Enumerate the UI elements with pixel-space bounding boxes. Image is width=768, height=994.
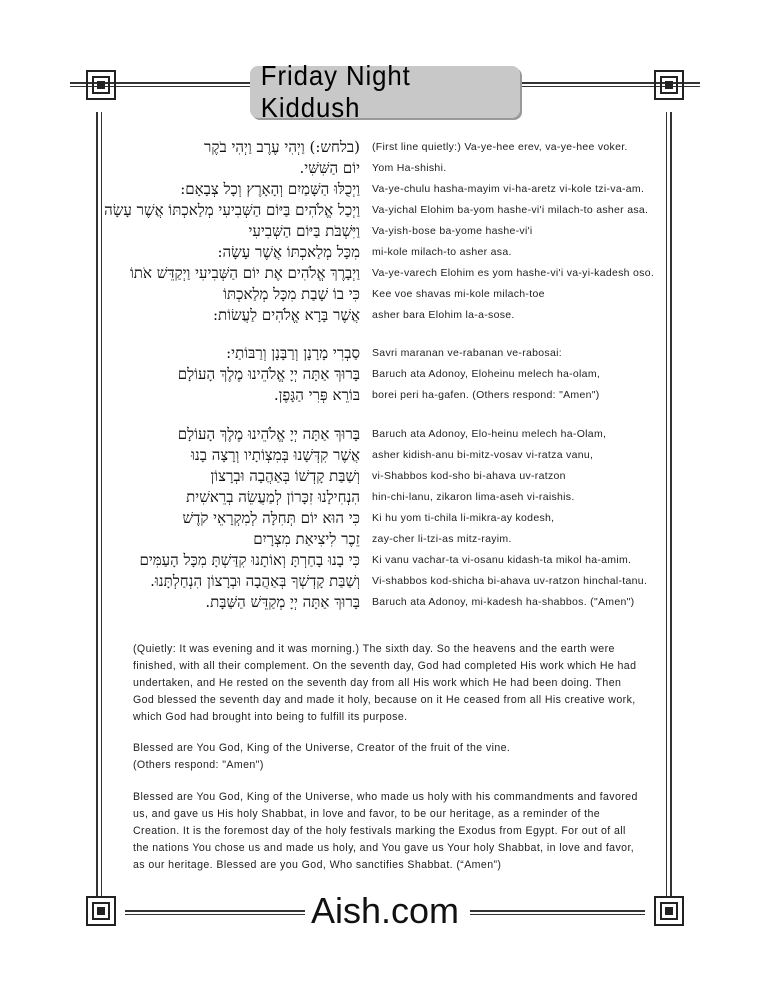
transliteration-line: borei peri ha-gafen. (Others respond: "Amen") bbox=[372, 389, 600, 401]
verse-row bbox=[0, 180, 768, 201]
translation-paragraph: (Others respond: "Amen") bbox=[133, 759, 264, 771]
translation-paragraph: Blessed are You God, King of the Universe, Creator of the fruit of the vine. bbox=[133, 742, 511, 754]
transliteration-line: Yom Ha-shishi. bbox=[372, 162, 447, 174]
transliteration-line: Baruch ata Adonoy, mi-kadesh ha-shabbos. ("Amen") bbox=[372, 596, 635, 608]
hebrew-line: סַבְרִי מָרָנָן וְרַבָּנָן וְרַבּוֹתַי: bbox=[226, 344, 360, 362]
translation-paragraph: Blessed are You God, King of the Universe, who made us holy with his commandments and favored us, and gave us His holy Shabbat, in love and favor, to be our heritage, as a reminder of the Creation. It is the foremost day of the holy festivals marking the Exodus from Egypt. For out of all the nations You chose us and made us holy, and You gave us Your holy Shabbat, in love and favor, as our heritage. Blessed are you God, Who sanctifies Shabbat. (“Amen”) bbox=[133, 791, 638, 871]
transliteration-line: Va-yish-bose ba-yome hashe-vi'i bbox=[372, 225, 533, 237]
verse-row bbox=[0, 425, 768, 446]
hebrew-line: בָּרוּךְ אַתָּה יְיָ אֱלֹהֵינוּ מֶלֶךְ הָעוֹלָם bbox=[177, 365, 360, 383]
frame-bottom-line bbox=[125, 914, 305, 915]
verse-row bbox=[0, 488, 768, 509]
frame-bottom-line bbox=[470, 910, 645, 912]
hebrew-line: וַיִּשְׁבֹּת בַּיּוֹם הַשְּׁבִיעִי bbox=[248, 222, 360, 240]
hebrew-line: בָּרוּךְ אַתָּה יְיָ מְקַדֵּשׁ הַשַּׁבָּת. bbox=[205, 593, 360, 611]
verse-row bbox=[0, 159, 768, 180]
hebrew-line: וְשַׁבַּת קָדְשׁוֹ בְּאַהֲבָה וּבְרָצוֹן bbox=[210, 467, 360, 485]
transliteration-line: asher bara Elohim la-a-sose. bbox=[372, 309, 515, 321]
verse-row bbox=[0, 386, 768, 407]
verse-row bbox=[0, 509, 768, 530]
hebrew-line: הִנְחִילָנוּ זִכָּרוֹן לְמַעֲשֵׂה בְרֵאשִׁית bbox=[186, 488, 360, 506]
verse-row bbox=[0, 467, 768, 488]
verse-row bbox=[0, 201, 768, 222]
corner-ornament bbox=[86, 896, 116, 926]
hebrew-line: וַיְבָרֶךְ אֱלֹהִים אֶת יוֹם הַשְּׁבִיעִי וַיְקַדֵּשׁ אֹתוֹ bbox=[129, 264, 360, 282]
hebrew-line: וַיְכַל אֱלֹהִים בַּיּוֹם הַשְּׁבִיעִי מְלַאכְתּוֹ אֲשֶׁר עָשָׂה bbox=[104, 201, 360, 219]
hebrew-line: אֲשֶׁר בָּרָא אֱלֹהִים לַעֲשׂוֹת: bbox=[213, 306, 360, 324]
verse-row bbox=[0, 285, 768, 306]
hebrew-line: בּוֹרֵא פְּרִי הַגָּפֶן. bbox=[273, 386, 360, 404]
hebrew-line: כִּי בוֹ שָׁבַת מִכָּל מְלַאכְתּוֹ bbox=[223, 285, 360, 303]
transliteration-line: asher kidish-anu bi-mitz-vosav vi-ratza vanu, bbox=[372, 449, 594, 461]
corner-ornament bbox=[654, 70, 684, 100]
verse-row bbox=[0, 344, 768, 365]
corner-ornament bbox=[86, 70, 116, 100]
transliteration-line: Va-ye-chulu hasha-mayim vi-ha-aretz vi-kole tzi-va-am. bbox=[372, 183, 645, 195]
transliteration-line: (First line quietly:) Va-ye-hee erev, va-ye-hee voker. bbox=[372, 141, 628, 153]
verse-row bbox=[0, 138, 768, 159]
verse-row bbox=[0, 365, 768, 386]
transliteration-line: Ki hu yom ti-chila li-mikra-ay kodesh, bbox=[372, 512, 555, 524]
translation-paragraph: (Quietly: It was evening and it was morning.) The sixth day. So the heavens and the earth were finished, with all their complement. On the seventh day, God had completed His work which He had undertaken, and He rested on the seventh day from all His work which He had been doing. Then God blessed the seventh day and made it holy, because on it He ceased from all His creative work, which God had brought into being to fulfill its purpose. bbox=[133, 643, 637, 723]
verse-row bbox=[0, 222, 768, 243]
verse-row bbox=[0, 530, 768, 551]
frame-bottom-line bbox=[470, 914, 645, 915]
verse-row bbox=[0, 306, 768, 327]
site-logo: Aish.com bbox=[310, 890, 460, 931]
hebrew-line: (בלחש:) וַיְהִי עֶרֶב וַיְהִי בֹקֶר bbox=[204, 138, 360, 156]
hebrew-line: אֲשֶׁר קִדְּשָׁנוּ בְּמִצְוֹתָיו וְרָצָה בָנוּ bbox=[190, 446, 360, 464]
hebrew-line: זֵכֶר לִיצִיאַת מִצְרָיִם bbox=[253, 530, 360, 548]
hebrew-line: וַיְכֻלּוּ הַשָּׁמַיִם וְהָאָרֶץ וְכָל צְבָאָם: bbox=[180, 180, 360, 198]
verse-row bbox=[0, 551, 768, 572]
frame-bottom-line bbox=[125, 910, 305, 912]
verse-row bbox=[0, 264, 768, 285]
verse-row bbox=[0, 593, 768, 614]
verse-row bbox=[0, 446, 768, 467]
hebrew-line: כִּי בָנוּ בָחַרְתָּ וְאוֹתָנוּ קִדַּשְׁתָּ מִכָּל הָעַמִּים bbox=[139, 551, 360, 569]
hebrew-line: כִּי הוּא יוֹם תְּחִלָּה לְמִקְרָאֵי קֹדֶשׁ bbox=[182, 509, 360, 527]
transliteration-line: Ki vanu vachar-ta vi-osanu kidash-ta mikol ha-amim. bbox=[372, 554, 632, 566]
hebrew-line: וְשַׁבַּת קָדְשְׁךָ בְּאַהֲבָה וּבְרָצוֹן הִנְחַלְתָּנוּ. bbox=[150, 572, 360, 590]
corner-ornament bbox=[654, 896, 684, 926]
transliteration-line: Savri maranan ve-rabanan ve-rabosai: bbox=[372, 347, 562, 359]
hebrew-line: מִכָּל מְלַאכְתּוֹ אֲשֶׁר עָשָׂה: bbox=[217, 243, 360, 261]
transliteration-line: Baruch ata Adonoy, Eloheinu melech ha-olam, bbox=[372, 368, 601, 380]
hebrew-line: בָּרוּךְ אַתָּה יְיָ אֱלֹהֵינוּ מֶלֶךְ הָעוֹלָם bbox=[177, 425, 360, 443]
transliteration-line: Va-yichal Elohim ba-yom hashe-vi'i milach-to asher asa. bbox=[372, 204, 649, 216]
transliteration-line: mi-kole milach-to asher asa. bbox=[372, 246, 512, 258]
transliteration-line: zay-cher li-tzi-as mitz-rayim. bbox=[372, 533, 512, 545]
hebrew-line: יוֹם הַשִּׁשִּׁי. bbox=[299, 159, 360, 177]
transliteration-line: Kee voe shavas mi-kole milach-toe bbox=[372, 288, 545, 300]
verse-row bbox=[0, 572, 768, 593]
transliteration-line: hin-chi-lanu, zikaron lima-aseh vi-raishis. bbox=[372, 491, 575, 503]
transliteration-line: Baruch ata Adonoy, Elo-heinu melech ha-Olam, bbox=[372, 428, 607, 440]
transliteration-line: Va-ye-varech Elohim es yom hashe-vi'i va-yi-kadesh oso. bbox=[372, 267, 655, 279]
page-title-box bbox=[250, 60, 520, 123]
transliteration-line: vi-Shabbos kod-sho bi-ahava uv-ratzon bbox=[372, 470, 566, 482]
transliteration-line: Vi-shabbos kod-shicha bi-ahava uv-ratzon hinchal-tanu. bbox=[372, 575, 648, 587]
page-title: Friday Night Kiddush bbox=[260, 60, 411, 123]
verse-row bbox=[0, 243, 768, 264]
